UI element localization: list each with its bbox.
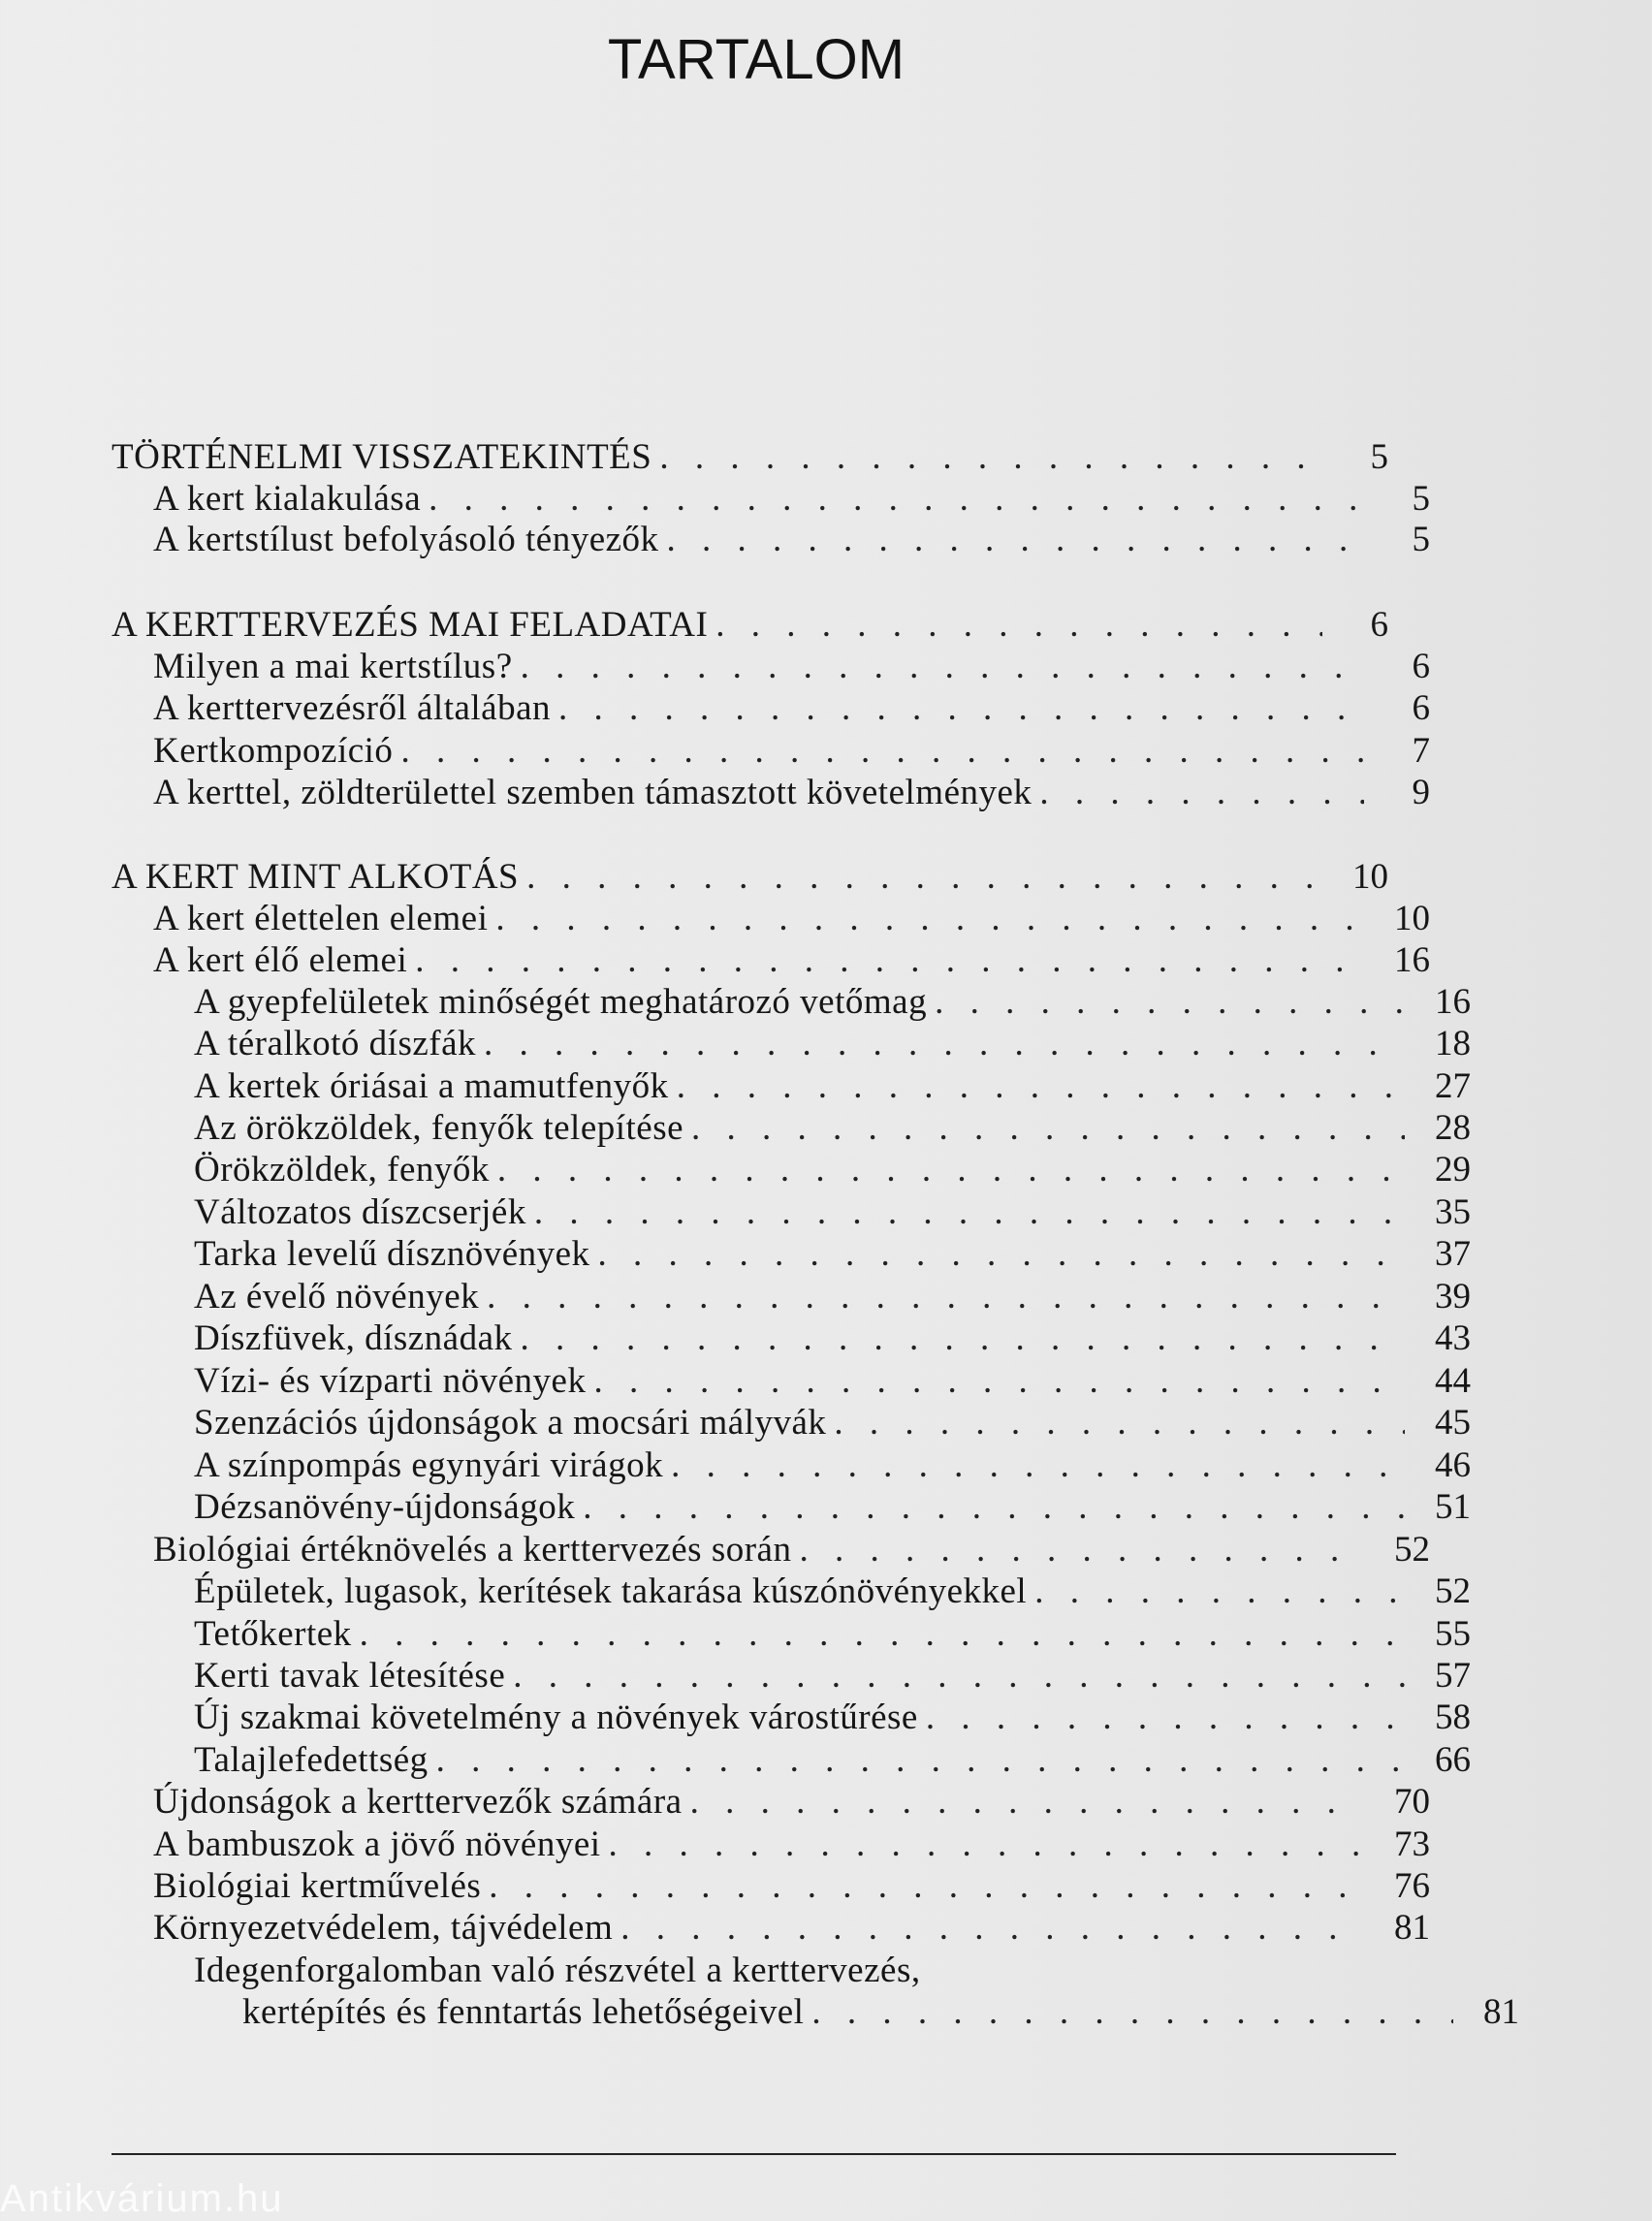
- toc-entry-page: 7: [1412, 731, 1430, 771]
- toc-entry-label: Kerti tavak létesítése: [194, 1656, 506, 1696]
- toc-entry-page: 5: [1412, 479, 1430, 519]
- leader-dots: [620, 1906, 1364, 1951]
- toc-entry-page: 16: [1435, 982, 1471, 1022]
- toc-entry-page: 43: [1435, 1318, 1471, 1358]
- toc-entry-page: 81: [1483, 1992, 1519, 2032]
- toc-entry-page: 57: [1435, 1656, 1471, 1696]
- toc-entry: [111, 1780, 1430, 1824]
- toc-entry-label: Új szakmai követelmény a növények várostűrése: [194, 1697, 918, 1737]
- bottom-rule: [111, 2153, 1396, 2155]
- toc-entry: [111, 855, 1388, 900]
- toc-entry-page: 5: [1370, 437, 1388, 477]
- toc-entry: [111, 1654, 1471, 1698]
- toc-entry-page: 37: [1435, 1234, 1471, 1274]
- toc-entry-label: Az évelő növények: [194, 1277, 480, 1317]
- toc-entry: [111, 1359, 1471, 1404]
- toc-entry: [111, 1570, 1471, 1614]
- page-title: TARTALOM: [607, 28, 905, 91]
- toc-entry-page: 5: [1412, 520, 1430, 559]
- leader-dots: [495, 897, 1364, 941]
- leader-dots: [799, 1528, 1364, 1572]
- toc-entry-label: A kert élő elemei: [153, 940, 408, 980]
- toc-entry: [111, 897, 1430, 941]
- toc-entry-label: Örökzöldek, fenyők: [194, 1150, 490, 1190]
- leader-dots: [935, 980, 1405, 1025]
- toc-entry-label: Az örökzöldek, fenyők telepítése: [194, 1108, 684, 1148]
- toc-entry-page: 28: [1435, 1108, 1471, 1148]
- leader-dots: [487, 1275, 1405, 1319]
- toc-entry-label: Idegenforgalomban való részvétel a kerttervezés,: [194, 1951, 921, 1990]
- toc-entry-wrapped-second-line: [111, 1990, 1519, 2035]
- leader-dots: [513, 1654, 1405, 1698]
- leader-dots: [609, 1823, 1364, 1867]
- toc-entry: [111, 980, 1471, 1025]
- toc-entry-page: 35: [1435, 1192, 1471, 1232]
- leader-dots: [1039, 771, 1364, 815]
- toc-entry-page: 10: [1394, 899, 1430, 938]
- leader-dots: [677, 1064, 1405, 1109]
- toc-entry-label: A téralkotó díszfák: [194, 1024, 477, 1063]
- toc-entry-label: A kerttervezésről általában: [153, 688, 552, 728]
- toc-entry-page: 66: [1435, 1740, 1471, 1780]
- toc-entry-page: 27: [1435, 1066, 1471, 1106]
- toc-entry-label: A színpompás egynyári virágok: [194, 1445, 664, 1485]
- toc-entry-page: 16: [1394, 940, 1430, 980]
- toc-entry-label: Milyen a mai kertstílus?: [153, 647, 513, 686]
- leader-dots: [598, 1232, 1405, 1277]
- toc-entry-page: 81: [1394, 1908, 1430, 1948]
- toc-entry-page: 6: [1412, 688, 1430, 728]
- leader-dots: [489, 1864, 1364, 1909]
- toc-entry: [111, 1528, 1430, 1572]
- leader-dots: [360, 1612, 1405, 1657]
- toc-entry: [111, 1232, 1471, 1277]
- toc-entry-page: 18: [1435, 1024, 1471, 1063]
- toc-entry-label: A KERTTERVEZÉS MAI FELADATAI: [111, 605, 709, 645]
- toc-entry-page: 70: [1394, 1782, 1430, 1822]
- leader-dots: [436, 1738, 1405, 1783]
- toc-entry-page: 29: [1435, 1150, 1471, 1190]
- toc-entry: [111, 1064, 1471, 1109]
- toc-entry: [111, 1190, 1471, 1235]
- toc-entry-label: Díszfüvek, dísznádak: [194, 1318, 513, 1358]
- toc-entry-page: 51: [1435, 1487, 1471, 1527]
- toc-entry-page: 44: [1435, 1361, 1471, 1401]
- toc-entry-page: 9: [1412, 773, 1430, 812]
- toc-entry-page: 58: [1435, 1697, 1471, 1737]
- toc-entry-label: kertépítés és fenntartás lehetőségeivel: [242, 1992, 805, 2032]
- toc-entry-label: A kertek óriásai a mamutfenyők: [194, 1066, 669, 1106]
- toc-entry: [111, 1401, 1471, 1445]
- toc-entry-label: Szenzációs újdonságok a mocsári mályvák: [194, 1403, 827, 1443]
- toc-entry-page: 10: [1352, 857, 1388, 897]
- toc-entry-page: 76: [1394, 1866, 1430, 1906]
- toc-entry: [111, 1906, 1430, 1951]
- toc-entry-label: A bambuszok a jövő növényei: [153, 1824, 601, 1864]
- leader-dots: [834, 1401, 1405, 1445]
- leader-dots: [521, 645, 1364, 689]
- leader-dots: [526, 855, 1322, 900]
- toc-entry: [111, 1148, 1471, 1192]
- toc-entry-label: Környezetvédelem, tájvédelem: [153, 1908, 614, 1948]
- leader-dots: [671, 1444, 1405, 1488]
- toc-entry-page: 52: [1435, 1571, 1471, 1611]
- toc-entry-label: A gyepfelületek minőségét meghatározó vetőmag: [194, 982, 928, 1022]
- toc-entry-label: A kertstílust befolyásoló tényezők: [153, 520, 659, 559]
- leader-dots: [1034, 1570, 1405, 1614]
- toc-entry: [111, 477, 1430, 522]
- toc-entry: [111, 1275, 1471, 1319]
- leader-dots: [534, 1190, 1405, 1235]
- toc-entry: [111, 938, 1430, 983]
- leader-dots: [593, 1359, 1405, 1404]
- toc-entry-label: Vízi- és vízparti növények: [194, 1361, 587, 1401]
- leader-dots: [659, 435, 1322, 480]
- leader-dots: [429, 477, 1364, 522]
- toc-entry: [111, 518, 1430, 562]
- leader-dots: [497, 1148, 1405, 1192]
- toc-entry: [111, 645, 1430, 689]
- toc-entry-page: 39: [1435, 1277, 1471, 1317]
- toc-entry-label: A kert élettelen elemei: [153, 899, 489, 938]
- toc-entry-label: Tarka levelű dísznövények: [194, 1234, 590, 1274]
- toc-entry: [111, 1738, 1471, 1783]
- leader-dots: [583, 1485, 1405, 1530]
- leader-dots: [811, 1990, 1453, 2035]
- toc-entry-label: Tetőkertek: [194, 1614, 352, 1654]
- leader-dots: [691, 1106, 1405, 1151]
- toc-entry-label: Biológiai kertművelés: [153, 1866, 482, 1906]
- toc-entry-label: Biológiai értéknövelés a kerttervezés során: [153, 1530, 792, 1570]
- toc-entry: [111, 729, 1430, 774]
- toc-entry: [111, 771, 1430, 815]
- toc-entry: [111, 1444, 1471, 1488]
- toc-entry-page: 6: [1412, 647, 1430, 686]
- toc-entry-page: 55: [1435, 1614, 1471, 1654]
- watermark: Antikvárium.hu: [0, 2177, 284, 2220]
- toc-entry: [111, 435, 1388, 480]
- toc-entry: [111, 1823, 1430, 1867]
- toc-entry-label: TÖRTÉNELMI VISSZATEKINTÉS: [111, 437, 652, 477]
- toc-entry: [111, 1022, 1471, 1066]
- toc-entry: [111, 1317, 1471, 1361]
- toc-entry: [111, 603, 1388, 648]
- toc-entry-wrapped-first-line: [111, 1949, 1471, 1993]
- toc-entry: [111, 1106, 1471, 1151]
- toc-entry-label: A KERT MINT ALKOTÁS: [111, 857, 520, 897]
- toc-entry-label: Kertkompozíció: [153, 731, 394, 771]
- leader-dots: [521, 1317, 1405, 1361]
- toc-entry-label: Változatos díszcserjék: [194, 1192, 526, 1232]
- toc-entry-label: Dézsanövény-újdonságok: [194, 1487, 576, 1527]
- toc-entry-label: Épületek, lugasok, kerítések takarása kúszónövényekkel: [194, 1571, 1028, 1611]
- toc-entry-page: 45: [1435, 1403, 1471, 1443]
- toc-entry-label: Talajlefedettség: [194, 1740, 429, 1780]
- toc-entry-label: A kert kialakulása: [153, 479, 422, 519]
- toc-entry: [111, 686, 1430, 731]
- toc-entry-label: Újdonságok a kerttervezők számára: [153, 1782, 683, 1822]
- leader-dots: [926, 1696, 1405, 1740]
- toc-entry-page: 52: [1394, 1530, 1430, 1570]
- toc-entry: [111, 1696, 1471, 1740]
- toc-entry-page: 73: [1394, 1824, 1430, 1864]
- leader-dots: [715, 603, 1322, 648]
- toc-entry: [111, 1864, 1430, 1909]
- leader-dots: [558, 686, 1364, 731]
- toc-entry-label: A kerttel, zöldterülettel szemben támasztott követelmények: [153, 773, 1032, 812]
- leader-dots: [400, 729, 1364, 774]
- leader-dots: [690, 1780, 1364, 1824]
- leader-dots: [667, 518, 1364, 562]
- leader-dots: [415, 938, 1364, 983]
- toc-entry: [111, 1612, 1471, 1657]
- toc-entry: [111, 1485, 1471, 1530]
- leader-dots: [484, 1022, 1405, 1066]
- toc-entry-page: 46: [1435, 1445, 1471, 1485]
- toc-entry-page: 6: [1370, 605, 1388, 645]
